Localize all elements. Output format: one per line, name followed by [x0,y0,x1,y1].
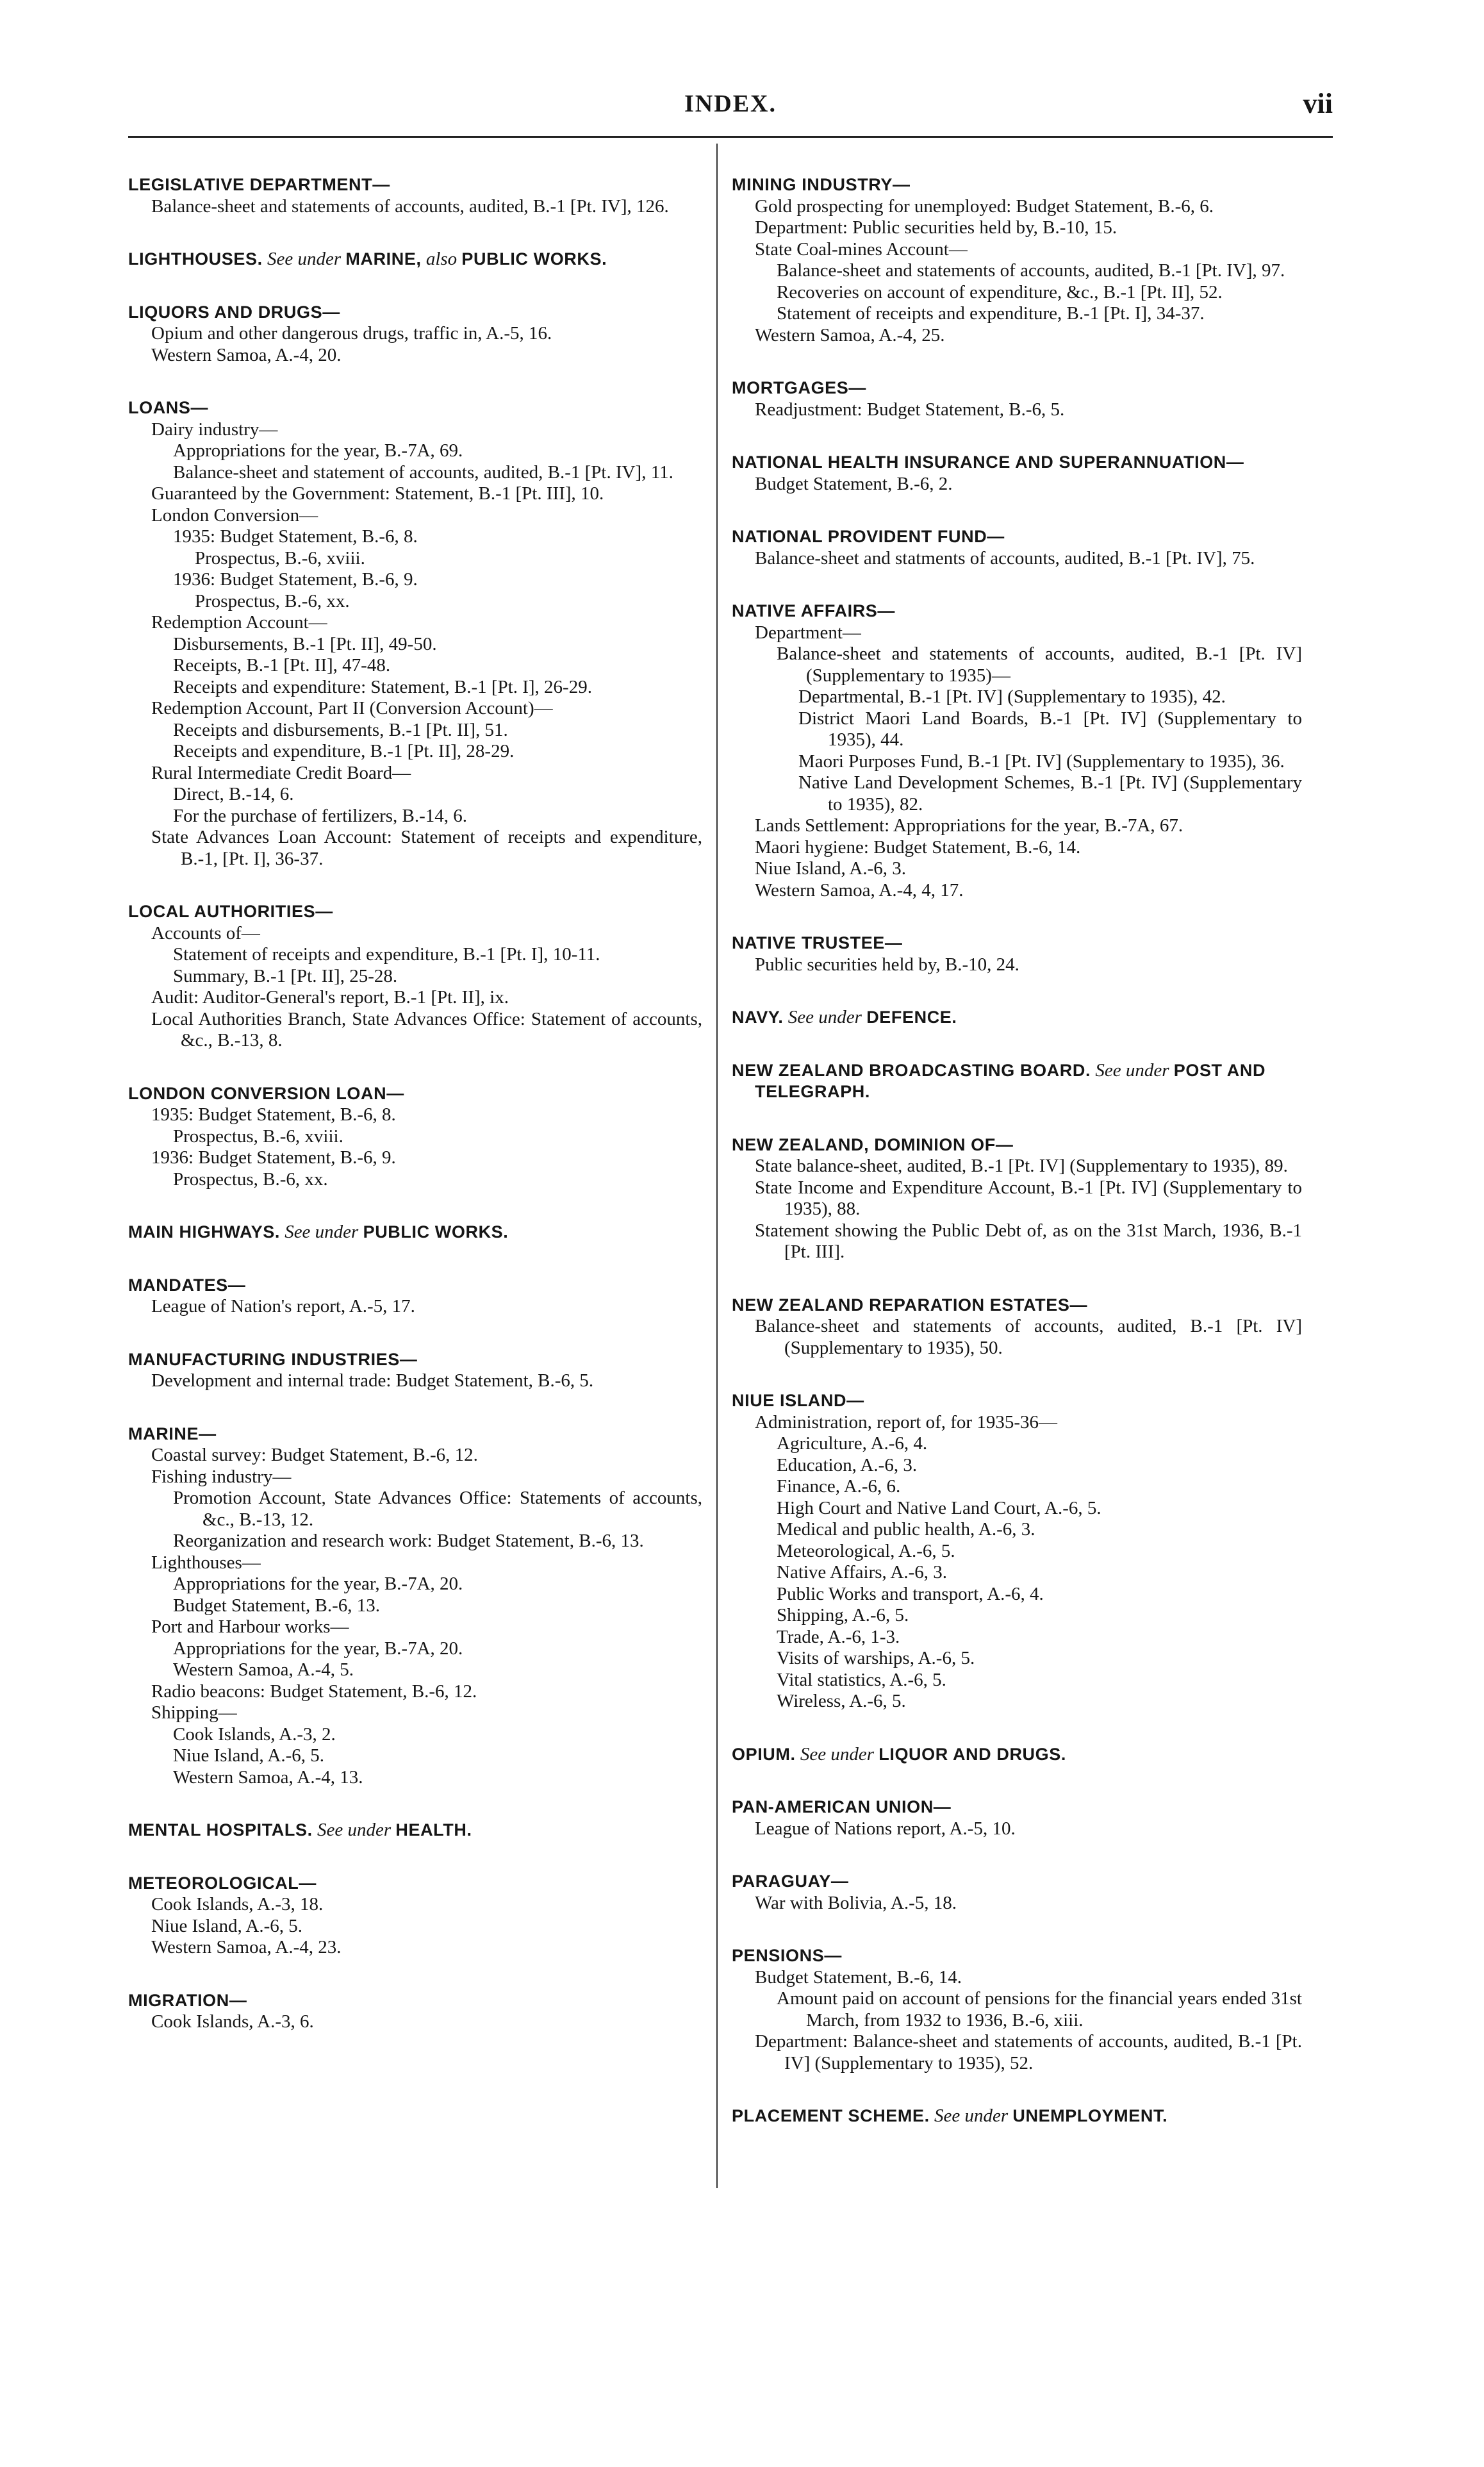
entry-heading: NEW ZEALAND, DOMINION OF— [732,1134,1014,1154]
entry-line: Public securities held by, B.-10, 24. [755,954,1019,975]
entry-line: Gold prospecting for unemployed: Budget Statement, B.-6, 6. [755,195,1214,217]
entry-line: Western Samoa, A.-4, 25. [755,324,945,345]
entry-line: Prospectus, B.-6, xx. [173,1168,328,1190]
entry-line: Meteorological, A.-6, 5. [777,1540,955,1561]
entry-heading: NEW ZEALAND BROADCASTING BOARD. [732,1060,1091,1080]
index-entry-niue-island [732,1390,1302,1713]
column-divider [716,144,718,2188]
entry-heading: MARINE— [128,1424,217,1443]
entry-line: Budget Statement, B.-6, 14. [755,1966,962,1988]
entry-line: Agriculture, A.-6, 4. [777,1433,928,1454]
page-number: vii [1303,88,1333,119]
entry-heading: NATIVE TRUSTEE— [732,933,903,952]
entry-heading: MANUFACTURING INDUSTRIES— [128,1349,418,1369]
entry-heading: MANDATES— [128,1275,246,1295]
entry-line: London Conversion— [151,504,318,526]
entry-line: Native Affairs, A.-6, 3. [777,1562,948,1582]
entry-heading: NEW ZEALAND REPARATION ESTATES— [732,1295,1088,1315]
entry-heading: OPIUM. [732,1744,796,1764]
see-under-text: See under [317,1820,392,1840]
entry-line: Medical and public health, A.-6, 3. [777,1519,1035,1540]
entry-line: Appropriations for the year, B.-7A, 20. [173,1574,463,1594]
entry-line: State Advances Loan Account: Statement of receipts and expenditure, B.-1, [Pt. I], 36-37. [151,827,702,869]
entry-line: Shipping, A.-6, 5. [777,1605,909,1625]
entry-line: Budget Statement, B.-6, 13. [173,1595,380,1616]
entry-line: Departmental, B.-1 [Pt. IV] (Supplementary to 1935), 42. [798,686,1226,707]
index-entry-london-conversion-loan [128,1083,702,1191]
entry-line: Western Samoa, A.-4, 4, 17. [755,879,964,901]
entry-heading: LOCAL AUTHORITIES— [128,902,333,921]
entry-line: League of Nations report, A.-5, 10. [755,1818,1016,1839]
entry-heading: LEGISLATIVE DEPARTMENT— [128,175,390,194]
cross-reference [128,1820,702,1841]
entry-line: Niue Island, A.-6, 5. [173,1745,324,1766]
reference-target[interactable]: LIQUOR AND DRUGS. [878,1744,1066,1764]
entry-line: Opium and other dangerous drugs, traffic in, A.-5, 16. [151,323,552,344]
entry-heading: PARAGUAY— [732,1872,849,1891]
entry-heading: PENSIONS— [732,1946,842,1965]
entry-line: Department: Balance-sheet and statements of accounts, audited, B.-1 [Pt. IV] (Supplementary to 1935), 52. [755,2031,1302,2073]
entry-line: Audit: Auditor-General's report, B.-1 [Pt. II], ix. [151,987,509,1008]
left-column [128,174,702,2064]
entry-line: 1935: Budget Statement, B.-6, 8. [151,1104,396,1125]
entry-line: Balance-sheet and statement of accounts, audited, B.-1 [Pt. IV], 11. [173,461,673,483]
cross-reference [732,1060,1302,1103]
entry-line: Trade, A.-6, 1-3. [777,1626,900,1647]
index-entry-pan-american-union [732,1797,1302,1840]
entry-heading: MAIN HIGHWAYS. [128,1222,280,1242]
entry-line: Accounts of— [151,922,260,943]
index-entry-nz-broadcasting-board [732,1060,1302,1103]
index-entry-opium [732,1744,1302,1766]
index-entry-mortgages [732,378,1302,420]
entry-line: Balance-sheet and statements of accounts, audited, B.-1 [Pt. IV] (Supplementary to 1935), 50. [755,1316,1302,1358]
entry-line: Maori Purposes Fund, B.-1 [Pt. IV] (Supplementary to 1935), 36. [798,751,1285,772]
entry-line: Balance-sheet and statements of accounts, audited, B.-1 [Pt. IV] (Supplementary to 1935)— [777,644,1302,686]
entry-heading: MORTGAGES— [732,378,867,397]
index-entry-main-highways [128,1222,702,1243]
entry-line: Summary, B.-1 [Pt. II], 25-28. [173,965,398,986]
entry-line: Port and Harbour works— [151,1616,349,1637]
entry-line: State Income and Expenditure Account, B.-1 [Pt. IV] (Supplementary to 1935), 88. [755,1177,1302,1219]
index-entry-meteorological [128,1873,702,1959]
entry-line: League of Nation's report, A.-5, 17. [151,1296,415,1317]
entry-line: Development and internal trade: Budget Statement, B.-6, 5. [151,1370,594,1391]
entry-line: Shipping— [151,1702,237,1723]
entry-heading: LIGHTHOUSES. [128,249,263,269]
entry-line: Prospectus, B.-6, xviii. [173,1126,343,1147]
reference-target[interactable]: MARINE, [345,249,422,269]
entry-line: Radio beacons: Budget Statement, B.-6, 12. [151,1681,477,1702]
cross-reference [732,1007,1302,1029]
entry-line: Finance, A.-6, 6. [777,1476,901,1497]
entry-heading: NATIVE AFFAIRS— [732,601,896,620]
index-entry-national-health-insurance [732,452,1302,495]
entry-line: Balance-sheet and statements of accounts, audited, B.-1 [Pt. IV], 126. [151,195,669,217]
reference-target[interactable]: HEALTH. [395,1820,472,1840]
entry-line: Visits of warships, A.-6, 5. [777,1648,975,1668]
index-entry-paraguay [732,1871,1302,1914]
index-entry-migration [128,1990,702,2033]
entry-line: Department— [755,622,861,643]
entry-heading: METEOROLOGICAL— [128,1873,317,1893]
entry-line: Prospectus, B.-6, xviii. [195,547,365,569]
entry-line: Local Authorities Branch, State Advances Office: Statement of accounts, &c., B.-13, 8. [151,1008,702,1051]
entry-line: Cook Islands, A.-3, 18. [151,1894,324,1915]
entry-line: For the purchase of fertilizers, B.-14, 6. [173,805,468,826]
entry-line: Receipts and expenditure, B.-1 [Pt. II], 28-29. [173,741,515,761]
page-title: INDEX. [684,90,777,117]
entry-line: Direct, B.-14, 6. [173,784,294,804]
entry-heading: LONDON CONVERSION LOAN— [128,1083,404,1103]
index-entry-mandates [128,1275,702,1318]
entry-line: State balance-sheet, audited, B.-1 [Pt. IV] (Supplementary to 1935), 89. [755,1156,1288,1176]
entry-line: Promotion Account, State Advances Office: Statements of accounts, &c., B.-13, 12. [173,1488,702,1530]
index-entry-nz-reparation-estates [732,1295,1302,1359]
entry-line: Dairy industry— [151,419,278,440]
reference-target[interactable]: PUBLIC WORKS. [461,249,607,269]
right-column [732,174,1302,2159]
entry-heading: MINING INDUSTRY— [732,175,911,194]
entry-line: Guaranteed by the Government: Statement, B.-1 [Pt. III], 10. [151,483,604,504]
see-under-text: See under [934,2106,1009,2126]
index-entry-native-trustee [732,933,1302,976]
header-rule [128,136,1333,138]
entry-line: Disbursements, B.-1 [Pt. II], 49-50. [173,633,437,654]
entry-line: Balance-sheet and statements of accounts, audited, B.-1 [Pt. IV], 97. [777,260,1285,281]
entry-line: Lands Settlement: Appropriations for the year, B.-7A, 67. [755,815,1183,836]
entry-line: Maori hygiene: Budget Statement, B.-6, 14. [755,836,1081,858]
entry-line: Coastal survey: Budget Statement, B.-6, 12. [151,1445,478,1465]
cross-reference [128,1222,702,1243]
entry-line: Statement of receipts and expenditure, B.-1 [Pt. I], 34-37. [777,303,1205,324]
entry-heading: NAVY. [732,1008,784,1027]
entry-heading: LIQUORS AND DRUGS— [128,302,340,322]
entry-line: Rural Intermediate Credit Board— [151,762,411,783]
entry-heading: PLACEMENT SCHEME. [732,2106,930,2125]
index-entry-legislative-department [128,174,702,217]
entry-line: 1935: Budget Statement, B.-6, 8. [173,526,418,547]
also-text: also [425,249,458,269]
entry-line: Balance-sheet and statments of accounts, audited, B.-1 [Pt. IV], 75. [755,547,1255,569]
entry-line: Redemption Account— [151,612,327,633]
entry-heading: MIGRATION— [128,1990,247,2010]
see-under-text: See under [1095,1059,1169,1081]
page-header [128,90,1333,128]
entry-line: War with Bolivia, A.-5, 18. [755,1892,957,1913]
index-entry-marine [128,1424,702,1789]
entry-line: Western Samoa, A.-4, 5. [173,1659,354,1680]
entry-line: Vital statistics, A.-6, 5. [777,1669,946,1690]
reference-target[interactable]: UNEMPLOYMENT. [1012,2106,1168,2125]
entry-line: Receipts and expenditure: Statement, B.-1 [Pt. I], 26-29. [173,676,592,697]
index-entry-native-affairs [732,601,1302,901]
entry-line: 1936: Budget Statement, B.-6, 9. [173,569,418,590]
entry-line: District Maori Land Boards, B.-1 [Pt. IV] (Supplementary to 1935), 44. [798,708,1302,750]
entry-line: Native Land Development Schemes, B.-1 [Pt. IV] (Supplementary to 1935), 82. [798,772,1302,815]
entry-line: Niue Island, A.-6, 5. [151,1915,302,1936]
entry-line: Fishing industry— [151,1466,292,1487]
index-entry-lighthouses [128,249,702,270]
entry-line: Department: Public securities held by, B.-10, 15. [755,217,1117,238]
entry-line: Statement of receipts and expenditure, B.-1 [Pt. I], 10-11. [173,944,600,965]
entry-line: High Court and Native Land Court, A.-6, 5. [777,1497,1101,1518]
entry-line: Statement showing the Public Debt of, as on the 31st March, 1936, B.-1 [Pt. III]. [755,1220,1302,1262]
index-entry-loans [128,397,702,870]
entry-line: Western Samoa, A.-4, 20. [151,344,342,365]
index-entry-placement-scheme [732,2106,1302,2127]
index-entry-nz-dominion-of [732,1134,1302,1263]
entry-heading: LOANS— [128,398,209,417]
index-entry-liquors-and-drugs [128,302,702,367]
see-under-text: See under [267,249,342,269]
entry-line: Niue Island, A.-6, 3. [755,858,906,879]
entry-line: Wireless, A.-6, 5. [777,1691,906,1711]
entry-heading: NIUE ISLAND— [732,1391,864,1410]
reference-target[interactable]: PUBLIC WORKS. [363,1222,509,1242]
reference-target[interactable]: POST AND TELEGRAPH. [755,1060,1266,1101]
entry-line: Appropriations for the year, B.-7A, 20. [173,1638,463,1659]
entry-line: Cook Islands, A.-3, 2. [173,1724,336,1745]
entry-line: Public Works and transport, A.-6, 4. [777,1583,1044,1604]
entry-line: Western Samoa, A.-4, 23. [151,1937,342,1957]
index-entry-local-authorities [128,901,702,1052]
index-entry-mining-industry [732,174,1302,346]
reference-target[interactable]: DEFENCE. [866,1008,957,1027]
see-under-text: See under [800,1743,875,1765]
entry-heading: MENTAL HOSPITALS. [128,1820,313,1840]
entry-line: Amount paid on account of pensions for the financial years ended 31st March, from 1932 to 1936, B.-6, xiii. [777,1988,1302,2031]
cross-reference [128,249,702,270]
entry-line: Administration, report of, for 1935-36— [755,1411,1057,1433]
entry-line: Redemption Account, Part II (Conversion Account)— [151,698,553,719]
entry-line: Budget Statement, B.-6, 2. [755,473,953,494]
entry-line: Reorganization and research work: Budget Statement, B.-6, 13. [173,1531,644,1551]
entry-heading: PAN-AMERICAN UNION— [732,1797,952,1816]
entry-line: Prospectus, B.-6, xx. [195,590,350,611]
entry-line: Readjustment: Budget Statement, B.-6, 5. [755,399,1065,420]
entry-heading: NATIONAL PROVIDENT FUND— [732,527,1005,546]
entry-line: State Coal-mines Account— [755,238,968,260]
entry-line: Cook Islands, A.-3, 6. [151,2011,314,2032]
entry-line: Recoveries on account of expenditure, &c., B.-1 [Pt. II], 52. [777,281,1223,303]
entry-line: Lighthouses— [151,1552,261,1573]
index-entry-navy [732,1007,1302,1029]
entry-heading: NATIONAL HEALTH INSURANCE AND SUPERANNUATION— [732,453,1244,472]
entry-line: Education, A.-6, 3. [777,1454,918,1475]
see-under-text: See under [787,1007,862,1027]
cross-reference [732,2106,1302,2127]
entry-line: Western Samoa, A.-4, 13. [173,1766,363,1788]
index-entry-national-provident-fund [732,526,1302,569]
entry-line: 1936: Budget Statement, B.-6, 9. [151,1147,396,1168]
index-entry-mental-hospitals [128,1820,702,1841]
index-entry-manufacturing-industries [128,1349,702,1392]
cross-reference [732,1744,1302,1766]
entry-line: Receipts, B.-1 [Pt. II], 47-48. [173,655,391,676]
entry-line: Appropriations for the year, B.-7A, 69. [173,440,463,461]
see-under-text: See under [284,1222,359,1242]
entry-line: Receipts and disbursements, B.-1 [Pt. II], 51. [173,719,508,740]
index-entry-pensions [732,1945,1302,2074]
